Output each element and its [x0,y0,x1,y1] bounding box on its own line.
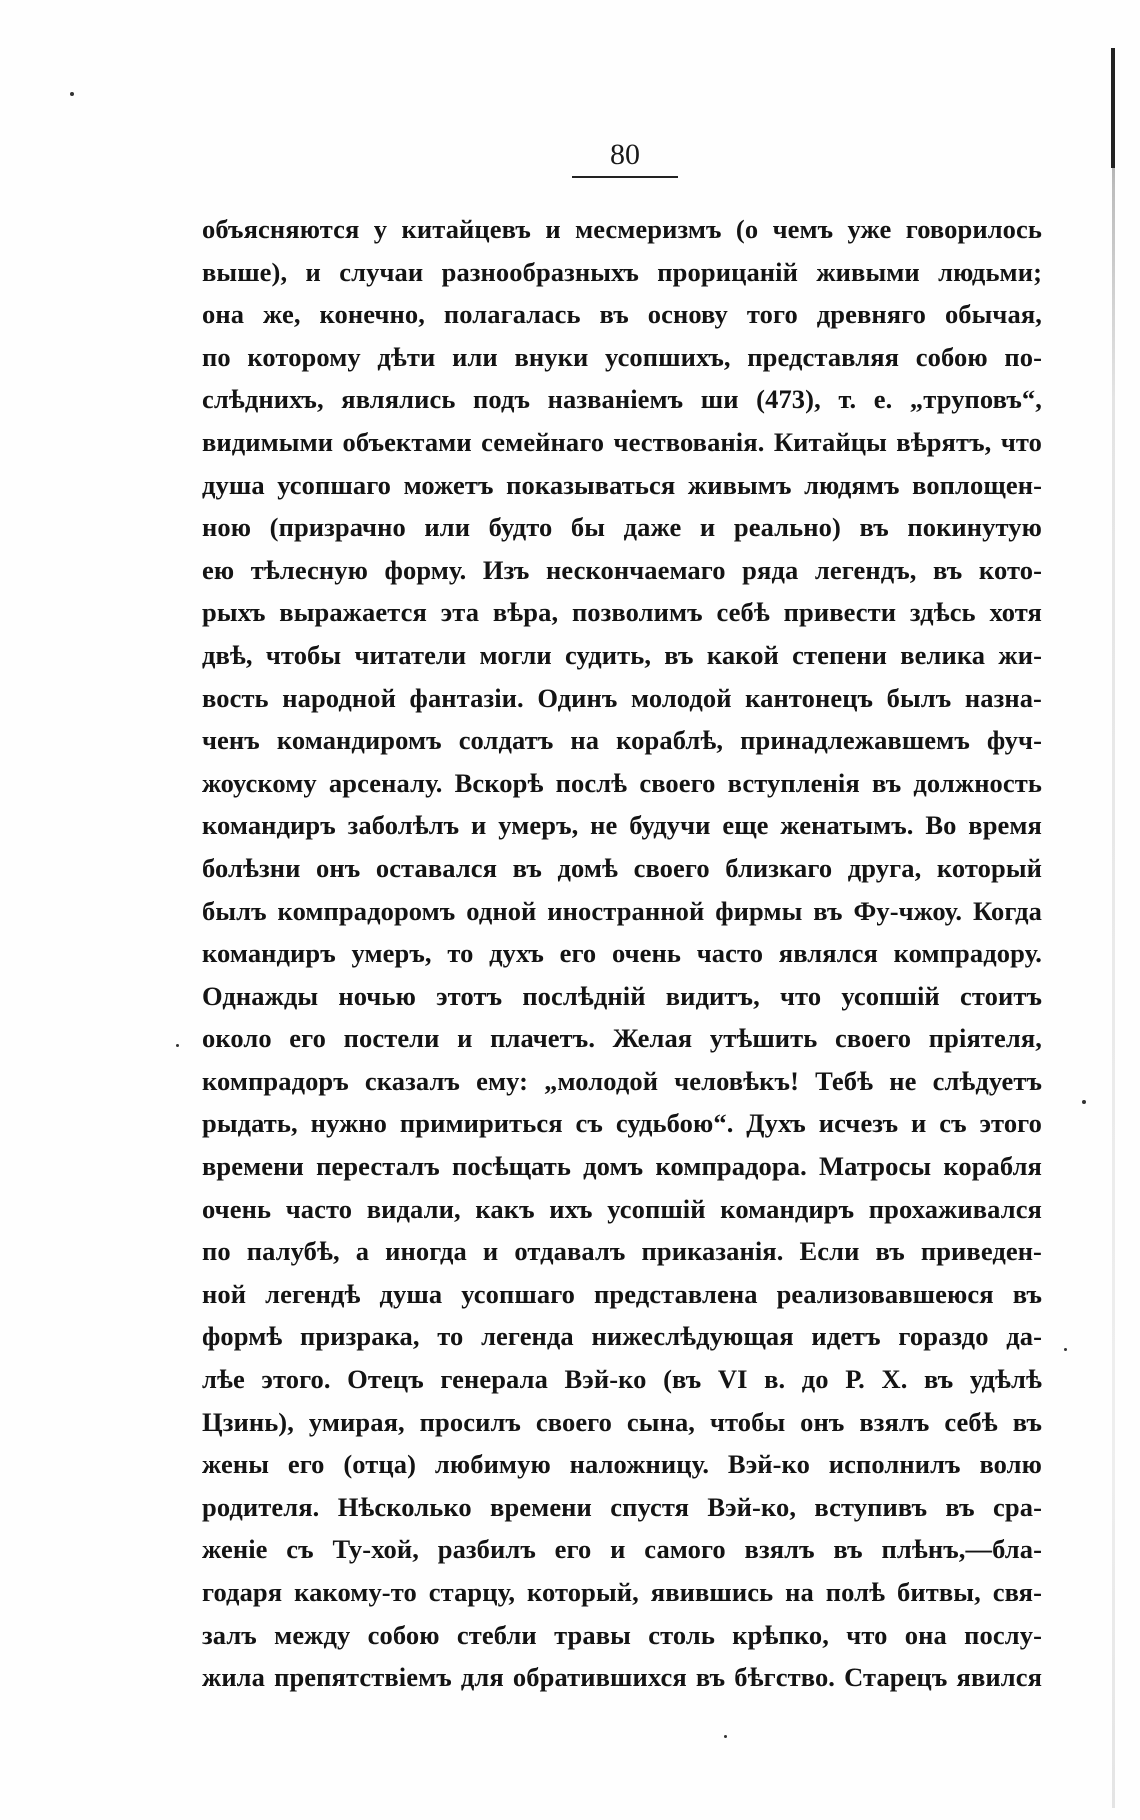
text-line: Цзинь), умирая, просилъ своего сына, чтобы онъ взялъ себѣ въ [202,1406,1042,1437]
page-number-rule [572,176,678,178]
text-line: рыхъ выражается эта вѣра, позволимъ себѣ привести здѣсь хотя [202,597,1042,628]
text-line: видимыми объектами семейнаго чествованія. Китайцы вѣрятъ, что [202,426,1042,457]
text-line: командиръ умеръ, то духъ его очень часто являлся компрадору. [202,938,1042,969]
text-line: она же, конечно, полагалась въ основу того древняго обычая, [202,299,1042,330]
text-line: болѣзни онъ оставался въ домѣ своего близкаго друга, который [202,852,1042,883]
text-line: лѣе этого. Отецъ генерала Вэй-ко (въ VI в. до Р. Х. въ удѣлѣ [202,1364,1042,1395]
text-line: родителя. Нѣсколько времени спустя Вэй-ко, вступивъ въ сра- [202,1491,1042,1522]
text-line: Однажды ночью этотъ послѣдній видитъ, что усопшій стоитъ [202,980,1042,1011]
text-line: вость народной фантазіи. Одинъ молодой кантонецъ былъ назна- [202,682,1042,713]
text-line: рыдать, нужно примириться съ судьбою“. Духъ исчезъ и съ этого [202,1108,1042,1139]
text-line: по палубѣ, а иногда и отдавалъ приказанія. Если въ приведен- [202,1236,1042,1267]
text-line: времени пересталъ посѣщать домъ компрадора. Матросы корабля [202,1151,1042,1182]
text-line: женіе съ Ту-хой, разбилъ его и самого взялъ въ плѣнъ,—бла- [202,1534,1042,1565]
text-line: залъ между собою стебли травы столь крѣпко, что она послу- [202,1619,1042,1650]
text-line: компрадоръ сказалъ ему: „молодой человѣкъ! Тебѣ не слѣдуетъ [202,1065,1042,1096]
text-line: душа усопшаго можетъ показываться живымъ людямъ воплощен- [202,469,1042,500]
text-line: очень часто видали, какъ ихъ усопшій командиръ прохаживался [202,1193,1042,1224]
text-line: слѣднихъ, являлись подъ названіемъ ши (473), т. е. „труповъ“, [202,384,1042,415]
text-line: формѣ призрака, то легенда нижеслѣдующая идетъ гораздо да- [202,1321,1042,1352]
text-line: выше), и случаи разнообразныхъ прорицаній живыми людьми; [202,256,1042,287]
text-line: командиръ заболѣлъ и умеръ, не будучи еще женатымъ. Во время [202,810,1042,841]
page-number: 80 [610,138,640,171]
scan-speck [70,92,74,96]
scan-speck [1064,1348,1067,1351]
text-line: объясняются у китайцевъ и месмеризмъ (о чемъ уже говорилось [202,214,1042,244]
scan-speck [1082,1100,1086,1104]
body-text [202,208,1042,1699]
scan-edge-shadow [1112,48,1115,1808]
text-line: ною (призрачно или будто бы даже и реально) въ покинутую [202,512,1042,543]
scan-speck [724,1735,727,1738]
text-line: ею тѣлесную форму. Изъ нескончаемаго ряда легендъ, въ кото- [202,554,1042,585]
text-line: ной легендѣ душа усопшаго представлена реализовавшеюся въ [202,1278,1042,1309]
text-line: около его постели и плачетъ. Желая утѣшить своего пріятеля, [202,1023,1042,1054]
text-line: жены его (отца) любимую наложницу. Вэй-ко исполнилъ волю [202,1449,1042,1480]
scan-speck [176,1044,179,1047]
text-line: годаря какому-то старцу, который, явившись на полѣ битвы, свя- [202,1577,1042,1607]
scan-edge-mark [1111,48,1115,168]
text-line: двѣ, чтобы читатели могли судить, въ какой степени велика жи- [202,639,1042,670]
text-line: по которому дѣти или внуки усопшихъ, представляя собою по- [202,341,1042,372]
text-line: ченъ командиромъ солдатъ на кораблѣ, принадлежавшемъ фуч- [202,725,1042,756]
text-line: былъ компрадоромъ одной иностранной фирмы въ Фу-чжоу. Когда [202,895,1042,926]
text-line: жоускому арсеналу. Вскорѣ послѣ своего вступленія въ должность [202,767,1042,798]
text-line: жила препятствіемъ для обратившихся въ бѣгство. Старецъ явился [202,1662,1042,1693]
